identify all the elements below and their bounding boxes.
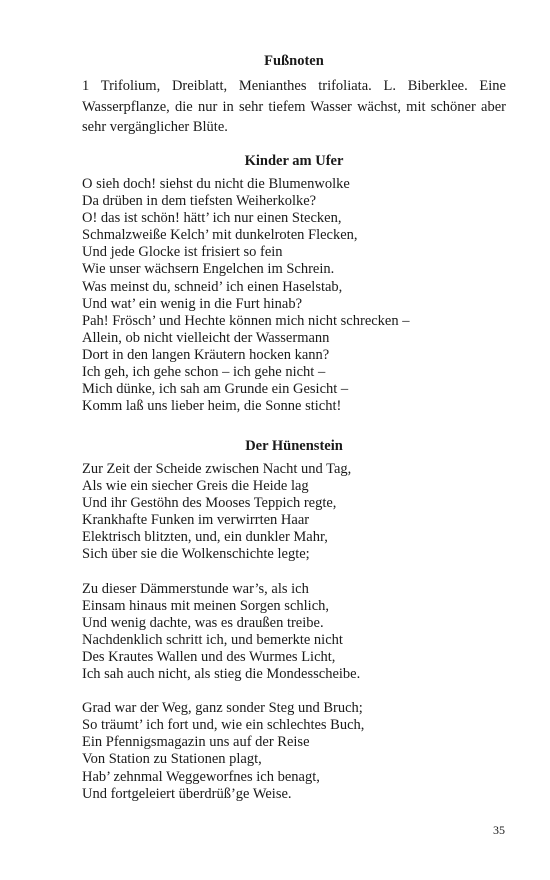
poem-line: Da drüben in dem tiefsten Weiherkolke? — [82, 193, 317, 210]
poem-line: Und ihr Gestöhn des Mooses Teppich regte, — [82, 495, 337, 512]
poem-line: Elektrisch blitzten, und, ein dunkler Mahr, — [82, 529, 328, 546]
poem-line: Pah! Frösch’ und Hechte können mich nicht schrecken – — [82, 312, 410, 329]
poem-der-huenenstein — [82, 461, 364, 820]
poem-line: Und fortgeleiert überdrüß’ge Weise. — [82, 785, 292, 802]
stanza — [82, 176, 410, 415]
stanza — [82, 461, 364, 564]
poem-line: Und jede Glocke ist frisiert so fein — [82, 244, 283, 261]
stanza — [82, 581, 364, 684]
poem-line: Einsam hinaus mit meinen Sorgen schlich, — [82, 597, 330, 614]
poem-title-kinder-am-ufer: Kinder am Ufer — [244, 153, 344, 169]
poem-line: Schmalzweiße Kelch’ mit dunkelroten Flecken, — [82, 227, 358, 244]
poem-line: Allein, ob nicht vielleicht der Wassermann — [82, 329, 330, 346]
poem-line: Als wie ein siecher Greis die Heide lag — [82, 478, 309, 495]
poem-line: Und wat’ ein wenig in die Furt hinab? — [82, 295, 302, 312]
poem-line: So träumt’ ich fort und, wie ein schlechtes Buch, — [82, 717, 365, 734]
poem-line: Was meinst du, schneid’ ich einen Haselstab, — [82, 278, 343, 295]
poem-line: O! das ist schön! hätt’ ich nur einen Stecken, — [82, 210, 342, 227]
poem-line: Von Station zu Stationen plagt, — [82, 751, 262, 768]
poem-line: Grad war der Weg, ganz sonder Steg und Bruch; — [82, 700, 363, 717]
poem-line: Sich über sie die Wolkenschichte legte; — [82, 546, 310, 563]
poem-line: Mich dünke, ich sah am Grunde ein Gesicht – — [82, 381, 349, 398]
poem-title-der-huenenstein: Der Hünenstein — [245, 438, 343, 454]
poem-kinder-am-ufer — [82, 176, 410, 432]
poem-line: Zu dieser Dämmerstunde war’s, als ich — [82, 580, 309, 597]
stanza — [82, 700, 364, 803]
poem-line: Ein Pfennigsmagazin uns auf der Reise — [82, 734, 310, 751]
poem-line: Wie unser wächsern Engelchen im Schrein. — [82, 261, 335, 278]
poem-line: Krankhafte Funken im verwirrten Haar — [82, 512, 310, 529]
poem-line: Nachdenklich schritt ich, und bemerkte nicht — [82, 631, 343, 648]
poem-line: Ich sah auch nicht, als stieg die Mondesscheibe. — [82, 666, 361, 683]
poem-line: Des Krautes Wallen und des Wurmes Licht, — [82, 648, 336, 665]
page-number: 35 — [493, 823, 505, 837]
poem-line: Und wenig dachte, was es draußen treibe. — [82, 614, 324, 631]
poem-line: O sieh doch! siehst du nicht die Blumenwolke — [82, 176, 350, 192]
poem-line: Hab’ zehnmal Weggeworfnes ich benagt, — [82, 768, 320, 785]
footnote-text: 1 Trifolium, Dreiblatt, Menianthes trifoliata. L. Biberklee. Eine Wasserpflanze, die nur in sehr tiefem Wasser wächst, mit schöner aber sehr vergänglicher Blüte. — [82, 78, 506, 135]
poem-line: Komm laß uns lieber heim, die Sonne sticht! — [82, 398, 342, 415]
poem-line: Dort in den langen Kräutern hocken kann? — [82, 346, 330, 363]
poem-line: Zur Zeit der Scheide zwischen Nacht und Tag, — [82, 461, 352, 477]
footnotes-heading: Fußnoten — [264, 53, 324, 69]
poem-line: Ich geh, ich gehe schon – ich gehe nicht – — [82, 364, 326, 381]
